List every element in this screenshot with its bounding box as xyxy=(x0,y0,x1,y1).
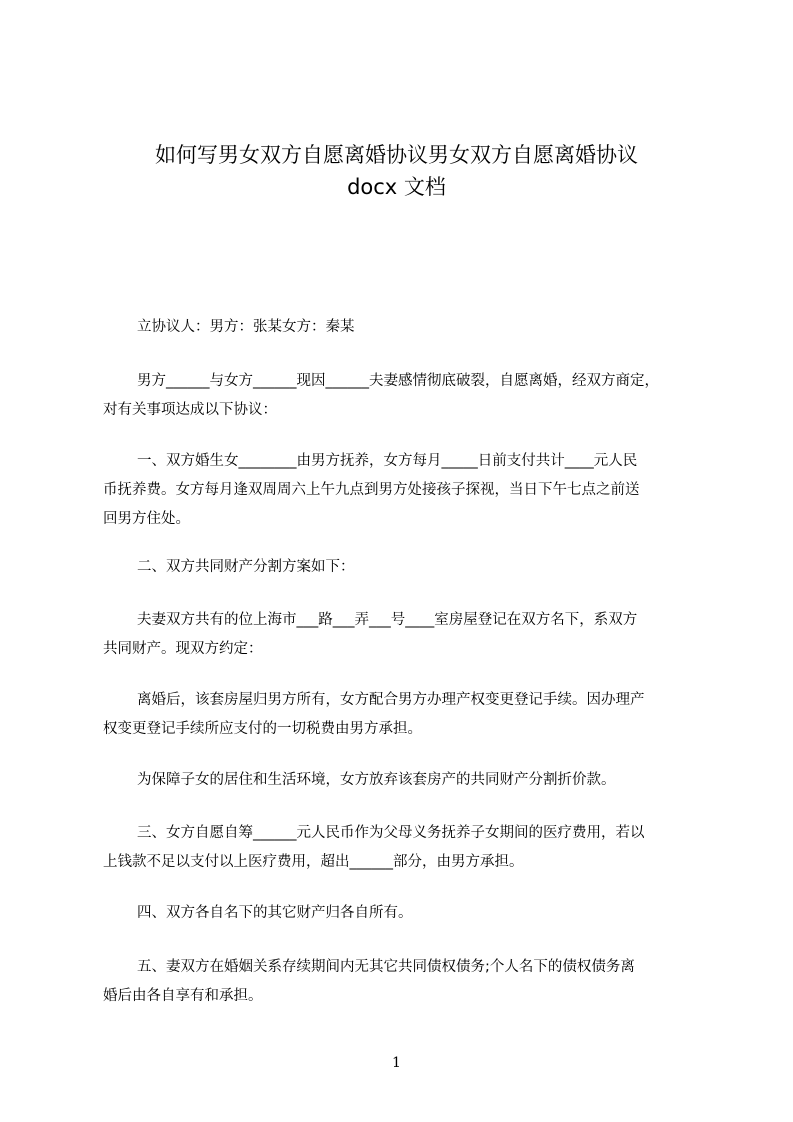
paragraph-line: 离婚后，该套房屋归男方所有，女方配合男方办理产权变更登记手续。因办理产 xyxy=(137,692,645,708)
paragraph-property xyxy=(103,606,703,664)
paragraph-line: 回男方住处。 xyxy=(103,511,190,527)
paragraph-waiver xyxy=(103,766,703,795)
paragraph-line: 立协议人：男方：张某女方：秦某 xyxy=(137,319,355,335)
paragraph-line: 三、女方自愿自筹______元人民币作为父母义务抚养子女期间的医疗费用，若以 xyxy=(137,825,645,841)
paragraph-line: 对有关事项达成以下协议： xyxy=(103,402,277,418)
paragraph-clause-4 xyxy=(103,899,703,928)
paragraph-line: 四、双方各自名下的其它财产归各自所有。 xyxy=(137,905,413,921)
paragraph-line: 为保障子女的居住和生活环境，女方放弃该套房产的共同财产分割折价款。 xyxy=(137,772,616,788)
document-title-line-2: docx 文档 xyxy=(347,175,446,199)
page-number: 1 xyxy=(392,1055,401,1071)
paragraph-line: 婚后由各自享有和承担。 xyxy=(103,988,263,1004)
document-title-line-1: 如何写男女双方自愿离婚协议男女双方自愿离婚协议 xyxy=(155,143,638,167)
paragraph-clause-1 xyxy=(103,447,703,534)
paragraph-clause-3 xyxy=(103,819,703,877)
paragraph-line: 上钱款不足以支付以上医疗费用，超出______部分，由男方承担。 xyxy=(103,854,524,870)
paragraph-property-after-divorce xyxy=(103,686,703,744)
paragraph-line: 币抚养费。女方每月逢双周周六上午九点到男方处接孩子探视，当日下午七点之前送 xyxy=(103,482,640,498)
paragraph-clause-5 xyxy=(103,953,703,1011)
paragraph-line: 男方______与女方______现因______夫妻感情彻底破裂，自愿离婚，经双方商定， xyxy=(137,373,659,389)
paragraph-line: 二、双方共同财产分割方案如下： xyxy=(137,559,355,575)
paragraph-line: 权变更登记手续所应支付的一切税费由男方承担。 xyxy=(103,721,422,737)
paragraph-line: 共同财产。现双方约定： xyxy=(103,641,263,657)
paragraph-parties xyxy=(103,313,703,342)
paragraph-line: 一、双方婚生女________由男方抚养，女方每月_____日前支付共计____元人民 xyxy=(137,453,638,469)
paragraph-preamble xyxy=(103,367,703,425)
paragraph-clause-2 xyxy=(103,553,703,582)
paragraph-line: 五、妻双方在婚姻关系存续期间内无其它共同债权债务;个人名下的债权债务离 xyxy=(137,959,635,975)
paragraph-line: 夫妻双方共有的位上海市___路___弄___号____室房屋登记在双方名下，系双方 xyxy=(137,612,638,628)
